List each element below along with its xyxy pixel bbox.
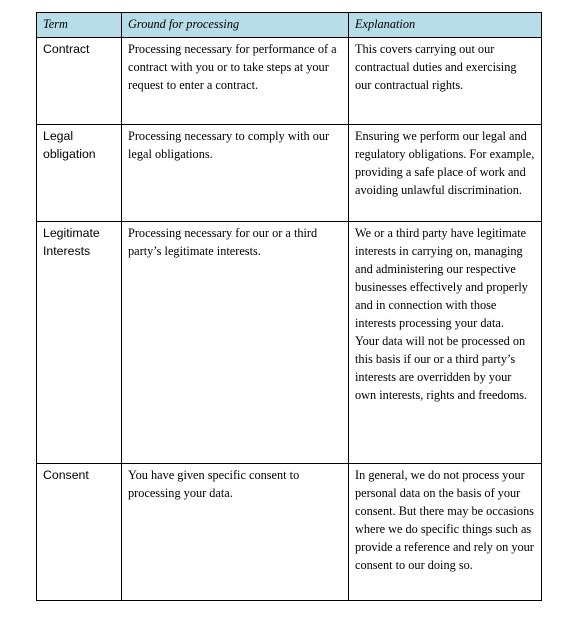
term-cell: Legal obligation xyxy=(37,125,122,222)
explanation-paragraph: We or a third party have legitimate interests in carrying on, managing and administering our respective businesses effectively and properly and in connection with those interests processing your data. xyxy=(355,226,528,330)
header-ground: Ground for processing xyxy=(122,13,349,38)
header-term: Term xyxy=(37,13,122,38)
table-header-row xyxy=(37,13,542,38)
explanation-cell: Ensuring we perform our legal and regulatory obligations. For example, providing a safe place of work and avoiding unlawful discrimination. xyxy=(349,125,542,222)
explanation-paragraph: Your data will not be processed on this basis if our or a third party’s interests are overridden by your own interests, rights and freedoms. xyxy=(355,334,528,402)
term-cell: Legitimate Interests xyxy=(37,222,122,464)
explanation-cell: This covers carrying out our contractual duties and exercising our contractual rights. xyxy=(349,38,542,125)
header-explanation: Explanation xyxy=(349,13,542,38)
explanation-cell: In general, we do not process your personal data on the basis of your consent. But there may be occasions where we do specific things such as provide a reference and rely on your consent to our doing so. xyxy=(349,464,542,601)
ground-cell: You have given specific consent to processing your data. xyxy=(122,464,349,601)
ground-cell: Processing necessary for performance of a contract with you or to take steps at your request to enter a contract. xyxy=(122,38,349,125)
term-cell: Contract xyxy=(37,38,122,125)
table-row xyxy=(37,125,542,222)
explanation-cell xyxy=(349,222,542,464)
ground-cell: Processing necessary to comply with our legal obligations. xyxy=(122,125,349,222)
term-cell: Consent xyxy=(37,464,122,601)
lawful-grounds-table xyxy=(36,12,542,601)
table-row xyxy=(37,222,542,464)
table-row xyxy=(37,38,542,125)
ground-cell: Processing necessary for our or a third party’s legitimate interests. xyxy=(122,222,349,464)
table-row xyxy=(37,464,542,601)
